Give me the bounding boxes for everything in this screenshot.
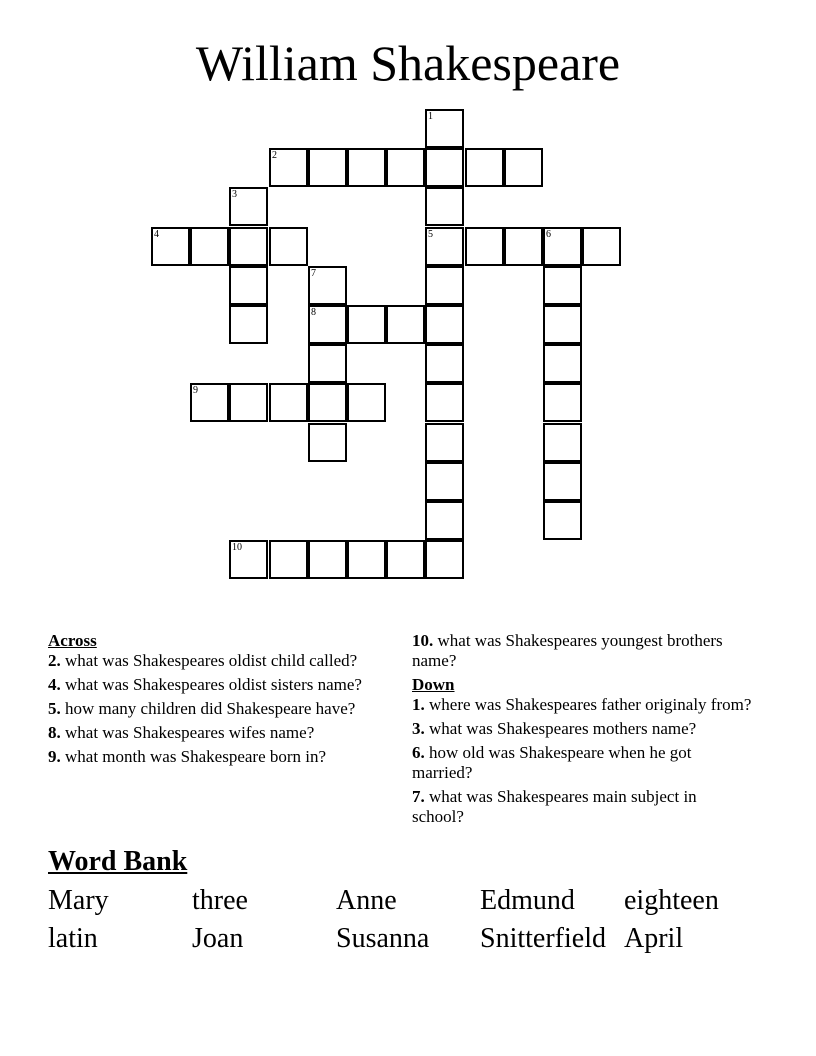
letter-input[interactable] bbox=[353, 317, 382, 341]
letter-input[interactable] bbox=[235, 199, 264, 223]
crossword-cell[interactable] bbox=[543, 305, 582, 344]
letter-input[interactable] bbox=[549, 435, 578, 459]
crossword-cell[interactable] bbox=[269, 148, 308, 187]
clue-text: how many children did Shakespeare have? bbox=[65, 699, 356, 718]
page-title: William Shakespeare bbox=[195, 35, 621, 91]
letter-input[interactable] bbox=[431, 435, 460, 459]
crossword-cell[interactable] bbox=[386, 148, 425, 187]
crossword-cell[interactable] bbox=[151, 227, 190, 266]
word-bank-word: Mary bbox=[48, 885, 109, 916]
clue-number-label: 1 bbox=[428, 111, 433, 122]
crossword-cell[interactable] bbox=[269, 383, 308, 422]
word-bank-word: Edmund bbox=[480, 885, 575, 916]
clue-number: 7. bbox=[412, 787, 425, 806]
letter-input[interactable] bbox=[549, 356, 578, 380]
clue-text: what was Shakespeares oldist child called? bbox=[65, 651, 358, 670]
word-bank-word: Snitterfield bbox=[480, 923, 606, 954]
crossword-cell[interactable] bbox=[425, 501, 464, 540]
clue-number-label: 7 bbox=[311, 268, 316, 279]
crossword-cell[interactable] bbox=[425, 109, 464, 148]
clue-text: what was Shakespeares mothers name? bbox=[429, 719, 697, 738]
letter-input[interactable] bbox=[549, 395, 578, 419]
letter-input[interactable] bbox=[235, 552, 264, 576]
crossword-cell[interactable] bbox=[543, 227, 582, 266]
word-bank-word: three bbox=[192, 885, 248, 916]
letter-input[interactable] bbox=[314, 356, 343, 380]
letter-input[interactable] bbox=[471, 160, 500, 184]
across-clue bbox=[48, 651, 378, 671]
letter-input[interactable] bbox=[392, 317, 421, 341]
clue-number-label: 2 bbox=[272, 150, 277, 161]
crossword-cell[interactable] bbox=[190, 383, 229, 422]
letter-input[interactable] bbox=[235, 239, 264, 263]
clue-text: where was Shakespeares father originaly from? bbox=[429, 695, 752, 714]
crossword-cell[interactable] bbox=[308, 344, 347, 383]
crossword-cell[interactable] bbox=[543, 383, 582, 422]
letter-input[interactable] bbox=[549, 239, 578, 263]
letter-input[interactable] bbox=[235, 395, 264, 419]
crossword-cell[interactable] bbox=[425, 383, 464, 422]
letter-input[interactable] bbox=[431, 239, 460, 263]
letter-input[interactable] bbox=[549, 317, 578, 341]
word-bank-word: Joan bbox=[192, 923, 244, 954]
letter-input[interactable] bbox=[275, 395, 304, 419]
crossword-cell[interactable] bbox=[190, 227, 229, 266]
crossword-cell[interactable] bbox=[229, 305, 268, 344]
letter-input[interactable] bbox=[431, 356, 460, 380]
across-heading: Across bbox=[48, 631, 97, 650]
letter-input[interactable] bbox=[275, 160, 304, 184]
letter-input[interactable] bbox=[235, 278, 264, 302]
down-clue bbox=[412, 787, 752, 827]
letter-input[interactable] bbox=[196, 395, 225, 419]
crossword-cell[interactable] bbox=[425, 462, 464, 501]
letter-input[interactable] bbox=[431, 278, 460, 302]
crossword-cell[interactable] bbox=[347, 383, 386, 422]
crossword-cell[interactable] bbox=[308, 305, 347, 344]
crossword-cell[interactable] bbox=[308, 266, 347, 305]
across-clue bbox=[48, 747, 378, 767]
clue-number: 5. bbox=[48, 699, 61, 718]
letter-input[interactable] bbox=[431, 513, 460, 537]
across-clue bbox=[48, 723, 378, 743]
clue-number: 10. bbox=[412, 631, 434, 650]
letter-input[interactable] bbox=[431, 395, 460, 419]
letter-input[interactable] bbox=[588, 239, 617, 263]
clue-number-label: 4 bbox=[154, 229, 159, 240]
down-clue bbox=[412, 743, 752, 783]
letter-input[interactable] bbox=[510, 160, 539, 184]
clue-number-label: 9 bbox=[193, 385, 198, 396]
clue-text: what month was Shakespeare born in? bbox=[65, 747, 327, 766]
letter-input[interactable] bbox=[275, 239, 304, 263]
down-heading: Down bbox=[412, 675, 455, 694]
letter-input[interactable] bbox=[510, 239, 539, 263]
crossword-cell[interactable] bbox=[543, 344, 582, 383]
clue-text: what was Shakespeares main subject in school? bbox=[412, 787, 697, 826]
letter-input[interactable] bbox=[431, 121, 460, 145]
crossword-cell[interactable] bbox=[386, 540, 425, 579]
letter-input[interactable] bbox=[431, 474, 460, 498]
crossword-cell[interactable] bbox=[308, 383, 347, 422]
crossword-cell[interactable] bbox=[347, 540, 386, 579]
crossword-cell[interactable] bbox=[229, 540, 268, 579]
clue-number-label: 5 bbox=[428, 229, 433, 240]
letter-input[interactable] bbox=[392, 160, 421, 184]
crossword-cell[interactable] bbox=[269, 227, 308, 266]
crossword-cell[interactable] bbox=[347, 148, 386, 187]
crossword-cell[interactable] bbox=[308, 540, 347, 579]
crossword-cell[interactable] bbox=[543, 423, 582, 462]
letter-input[interactable] bbox=[431, 552, 460, 576]
letter-input[interactable] bbox=[314, 395, 343, 419]
clue-number: 3. bbox=[412, 719, 425, 738]
crossword-cell[interactable] bbox=[504, 148, 543, 187]
word-bank-word: latin bbox=[48, 923, 98, 954]
crossword-cell[interactable] bbox=[425, 423, 464, 462]
down-clue bbox=[412, 719, 752, 739]
crossword-cell[interactable] bbox=[347, 305, 386, 344]
letter-input[interactable] bbox=[549, 474, 578, 498]
clue-number-label: 3 bbox=[232, 189, 237, 200]
crossword-cell[interactable] bbox=[543, 266, 582, 305]
clue-number-label: 6 bbox=[546, 229, 551, 240]
clue-number: 6. bbox=[412, 743, 425, 762]
letter-input[interactable] bbox=[431, 199, 460, 223]
word-bank-word: eighteen bbox=[624, 885, 719, 916]
crossword-cell[interactable] bbox=[425, 227, 464, 266]
clue-text: what was Shakespeares youngest brothers name? bbox=[412, 631, 723, 670]
crossword-cell[interactable] bbox=[229, 187, 268, 226]
word-bank-word: Susanna bbox=[336, 923, 430, 954]
crossword-cell[interactable] bbox=[425, 540, 464, 579]
letter-input[interactable] bbox=[314, 552, 343, 576]
letter-input[interactable] bbox=[353, 160, 382, 184]
crossword-cell[interactable] bbox=[543, 501, 582, 540]
letter-input[interactable] bbox=[549, 513, 578, 537]
crossword-cell[interactable] bbox=[308, 423, 347, 462]
crossword-cell[interactable] bbox=[229, 383, 268, 422]
word-bank-title: Word Bank bbox=[48, 846, 188, 877]
clue-text: what was Shakespeares wifes name? bbox=[65, 723, 315, 742]
letter-input[interactable] bbox=[431, 160, 460, 184]
crossword-cell[interactable] bbox=[425, 344, 464, 383]
letter-input[interactable] bbox=[431, 317, 460, 341]
letter-input[interactable] bbox=[314, 317, 343, 341]
crossword-cell[interactable] bbox=[425, 148, 464, 187]
across-clue bbox=[48, 675, 378, 695]
letter-input[interactable] bbox=[353, 552, 382, 576]
crossword-cell[interactable] bbox=[465, 227, 504, 266]
letter-input[interactable] bbox=[314, 435, 343, 459]
word-bank-word: Anne bbox=[336, 885, 397, 916]
crossword-cell[interactable] bbox=[308, 148, 347, 187]
letter-input[interactable] bbox=[314, 160, 343, 184]
clues-left-column bbox=[48, 631, 378, 771]
clue-number: 8. bbox=[48, 723, 61, 742]
crossword-cell[interactable] bbox=[465, 148, 504, 187]
clue-number: 9. bbox=[48, 747, 61, 766]
letter-input[interactable] bbox=[353, 395, 382, 419]
crossword-cell[interactable] bbox=[504, 227, 543, 266]
letter-input[interactable] bbox=[157, 239, 186, 263]
across-clue bbox=[412, 631, 752, 671]
letter-input[interactable] bbox=[314, 278, 343, 302]
clue-number: 2. bbox=[48, 651, 61, 670]
crossword-cell[interactable] bbox=[229, 227, 268, 266]
clue-text: how old was Shakespeare when he got married? bbox=[412, 743, 692, 782]
crossword-cell[interactable] bbox=[386, 305, 425, 344]
clue-number-label: 10 bbox=[232, 542, 242, 553]
letter-input[interactable] bbox=[275, 552, 304, 576]
letter-input[interactable] bbox=[549, 278, 578, 302]
clue-number: 1. bbox=[412, 695, 425, 714]
across-clue bbox=[48, 699, 378, 719]
down-clue bbox=[412, 695, 752, 715]
letter-input[interactable] bbox=[392, 552, 421, 576]
letter-input[interactable] bbox=[235, 317, 264, 341]
crossword-cell[interactable] bbox=[425, 187, 464, 226]
letter-input[interactable] bbox=[471, 239, 500, 263]
crossword-cell[interactable] bbox=[269, 540, 308, 579]
clue-text: what was Shakespeares oldist sisters name? bbox=[65, 675, 362, 694]
clues-right-column bbox=[412, 631, 752, 831]
crossword-cell[interactable] bbox=[543, 462, 582, 501]
clue-number: 4. bbox=[48, 675, 61, 694]
word-bank-word: April bbox=[624, 923, 684, 954]
crossword-cell[interactable] bbox=[425, 305, 464, 344]
clue-number-label: 8 bbox=[311, 307, 316, 318]
crossword-cell[interactable] bbox=[582, 227, 621, 266]
crossword-cell[interactable] bbox=[229, 266, 268, 305]
letter-input[interactable] bbox=[196, 239, 225, 263]
crossword-cell[interactable] bbox=[425, 266, 464, 305]
